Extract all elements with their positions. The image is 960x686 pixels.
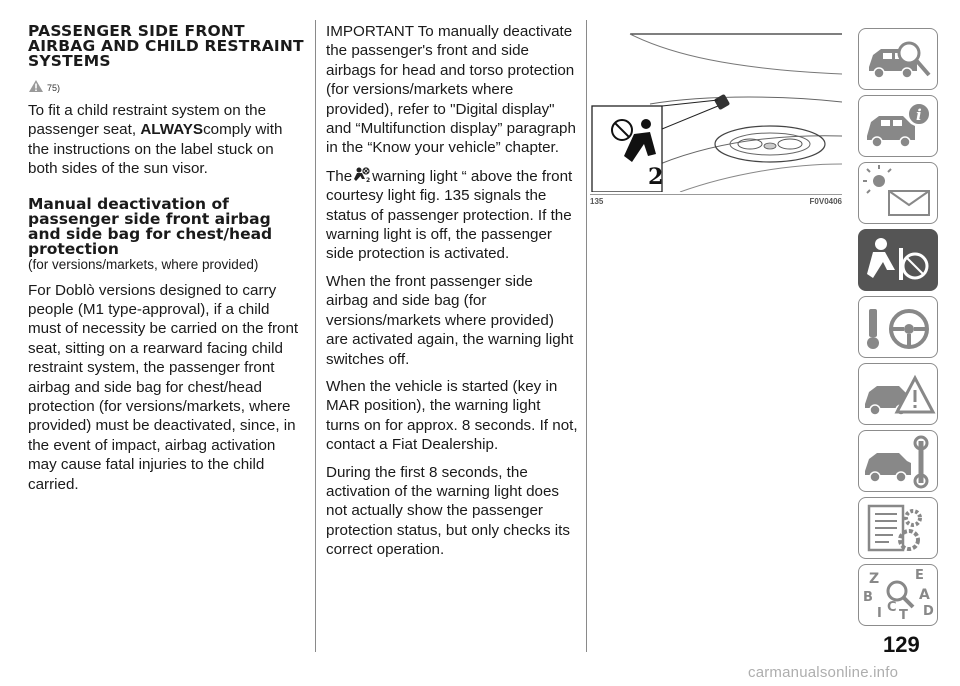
svg-text:i: i	[916, 106, 922, 124]
callout-number: 2	[648, 164, 664, 190]
airbag-off-icon	[353, 166, 371, 183]
svg-text:E: E	[915, 568, 924, 583]
tab-safety[interactable]	[858, 229, 938, 291]
paragraph-doblo-versions: For Doblò versions designed to carry people (M1 type-approval), if a child must of necessity be carried on the front seat, sitting on a rearward facing child restraint system, the passenger front airbag and side bag for chest/head protection (for versions/markets, where provided) must be deactivated, since, in the event of impact, airbag activation may cause fatal injuries to the child carried.	[28, 281, 299, 493]
tab-index[interactable]	[858, 564, 938, 626]
paragraph-vehicle-started: When the vehicle is started (key in MAR position), the warning light turns on for approx. 8 seconds. If not, contact a Fiat Dealership.	[326, 377, 578, 454]
text-segment: The	[326, 167, 353, 185]
figure-caption	[590, 194, 842, 209]
warning-lights-icon	[859, 163, 937, 223]
paragraph-warning-light	[326, 166, 578, 264]
svg-text:D: D	[923, 604, 934, 619]
car-info-icon	[859, 96, 937, 156]
subsection-title: Manual deactivation of passenger side front airbag and side bag for chest/head protection	[28, 194, 273, 258]
tab-starting-driving[interactable]	[858, 296, 938, 358]
middle-column	[326, 22, 578, 568]
text-segment: warning light “ above the front courtesy light fig. 135 signals the status of passenger protection. If the warning light is off, the passenger side protection is activated.	[326, 167, 573, 263]
left-column	[28, 24, 306, 502]
paragraph-child-restraint	[28, 101, 306, 179]
page-number: 129	[883, 632, 920, 657]
svg-text:B: B	[863, 590, 873, 605]
warning-reference	[28, 79, 306, 93]
warning-triangle-icon	[28, 79, 44, 93]
car-warning-icon	[859, 364, 937, 424]
car-search-icon	[859, 29, 937, 89]
figure-number: 135	[590, 197, 604, 206]
key-steering-icon	[859, 297, 937, 357]
svg-text:Z: Z	[869, 571, 880, 587]
warning-ref-number: 75)	[47, 83, 61, 93]
section-title: PASSENGER SIDE FRONT AIRBAG AND CHILD RESTRAINT SYSTEMS	[28, 22, 304, 70]
chapter-tabs	[858, 28, 940, 631]
paragraph-important: IMPORTANT To manually deactivate the passenger's front and side airbags for head and torso protection (for versions/markets where provided), refer to "Digital display" and “Multifunction display” paragraph in the “Know your vehicle” chapter.	[326, 23, 576, 157]
text-segment: To fit a child restraint system on the passenger seat,	[28, 102, 267, 139]
figure-135	[590, 20, 842, 210]
svg-text:C: C	[887, 600, 897, 615]
tab-car-info[interactable]	[858, 95, 938, 157]
svg-text:2: 2	[366, 176, 371, 183]
svg-text:A: A	[919, 587, 930, 603]
text-segment: comply with the instructions on the label stuck on both sides of the sun visor.	[28, 121, 283, 178]
tab-servicing[interactable]	[858, 430, 938, 492]
car-service-icon	[859, 431, 937, 491]
paragraph-reactivation: When the front passenger side airbag and side bag (for versions/markets where provided) are activated again, the warning light switches off.	[326, 272, 574, 368]
safety-seat-icon	[859, 230, 937, 290]
tab-car-search[interactable]	[858, 28, 938, 90]
paragraph-first-8-seconds: During the first 8 seconds, the activation of the warning light does not actually show the passenger protection status, but only checks its correct operation.	[326, 463, 570, 559]
column-divider	[586, 20, 587, 652]
tab-emergency[interactable]	[858, 363, 938, 425]
index-az-icon	[859, 565, 937, 625]
subsection-note: (for versions/markets, where provided)	[28, 256, 259, 272]
svg-text:I: I	[877, 606, 882, 621]
courtesy-light-illustration	[590, 24, 842, 192]
figure-code: F0V0406	[809, 197, 842, 206]
emphasis-always: ALWAYS	[140, 121, 204, 139]
tab-technical-data[interactable]	[858, 497, 938, 559]
technical-data-icon	[859, 498, 937, 558]
column-divider	[315, 20, 316, 652]
watermark: carmanualsonline.info	[748, 664, 899, 681]
tab-warning-lights[interactable]	[858, 162, 938, 224]
svg-text:T: T	[899, 608, 908, 623]
